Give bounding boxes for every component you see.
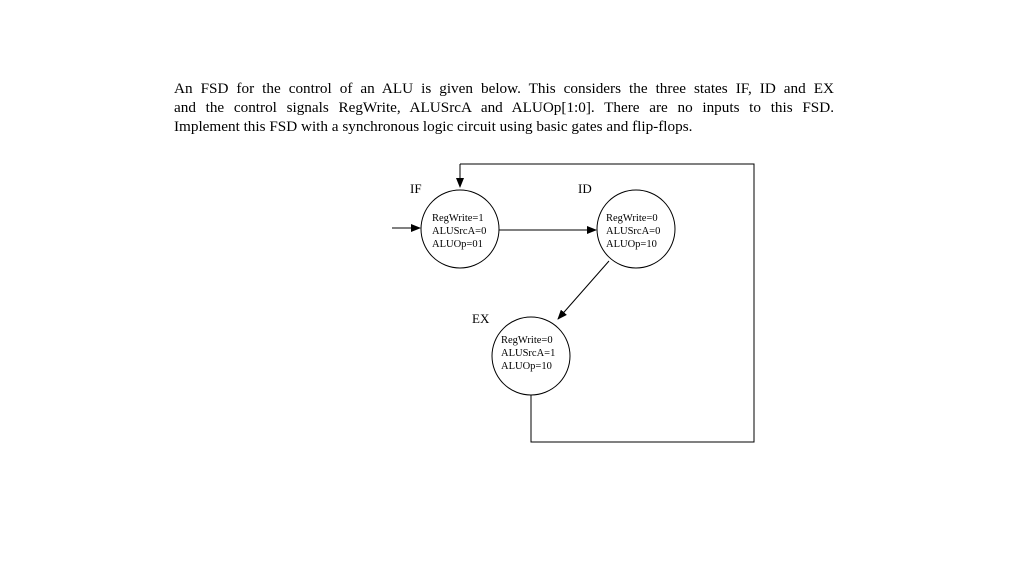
state-id-signal-aluop: ALUOp=10 (606, 239, 657, 250)
state-ex-signal-regwrite: RegWrite=0 (501, 335, 553, 346)
question-line-2: and the control signals RegWrite, ALUSrcA and ALUOp[1:0]. There are no inputs to this FSD. (174, 99, 834, 116)
question-line-3: Implement this FSD with a synchronous logic circuit using basic gates and flip-flops. (174, 118, 693, 135)
state-ex-signal-alusrca: ALUSrcA=1 (501, 348, 556, 359)
state-ex (472, 311, 570, 395)
id-to-ex-arrow (558, 261, 609, 319)
question-line-1: An FSD for the control of an ALU is given below. This considers the three states IF, ID and EX (174, 80, 834, 97)
state-ex-signal-aluop: ALUOp=10 (501, 361, 552, 372)
state-id (578, 181, 675, 268)
state-ex-label: EX (472, 311, 490, 326)
state-id-label: ID (578, 181, 592, 196)
state-if-signal-alusrca: ALUSrcA=0 (432, 226, 487, 237)
state-if-signal-aluop: ALUOp=01 (432, 239, 483, 250)
state-id-signal-alusrca: ALUSrcA=0 (606, 226, 661, 237)
state-if (410, 181, 499, 268)
state-id-signal-regwrite: RegWrite=0 (606, 213, 658, 224)
state-if-label: IF (410, 181, 422, 196)
state-if-signal-regwrite: RegWrite=1 (432, 213, 484, 224)
